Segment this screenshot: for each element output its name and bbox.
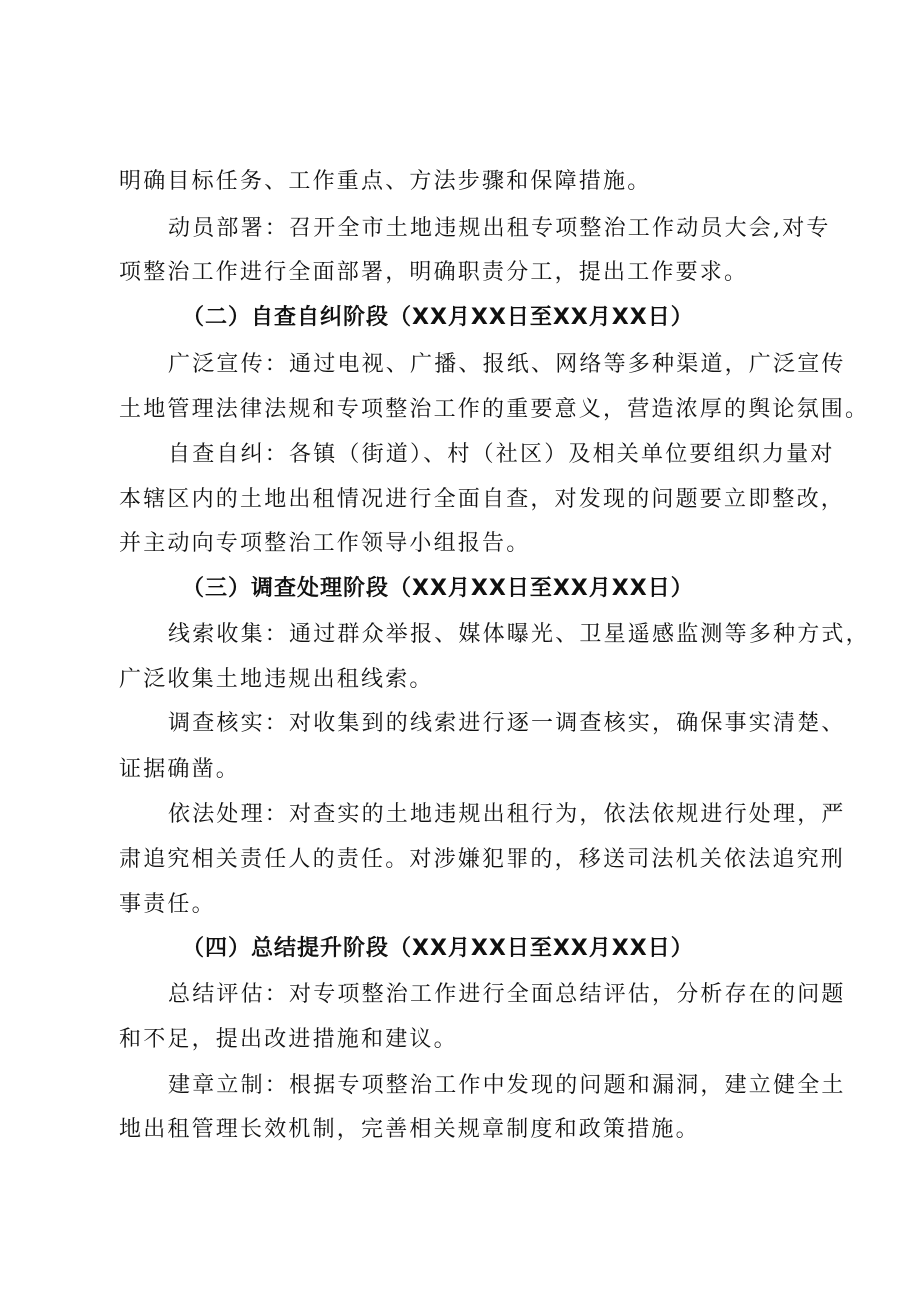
text-line: 广泛收集土地违规出租线索。 xyxy=(119,667,434,692)
text-line: 调查核实：对收集到的线索进行逐一调查核实，确保事实清楚、 xyxy=(168,711,846,736)
text-line: 地出租管理长效机制，完善相关规章制度和政策措施。 xyxy=(119,1117,700,1142)
text-line: 证据确凿。 xyxy=(119,757,241,782)
text-line: 事责任。 xyxy=(119,892,216,917)
text-line: 自查自纠：各镇（街道）、村（社区）及相关单位要组织力量对 xyxy=(168,442,835,467)
section-heading: （二）自查自纠阶段（XX月XX日至XX月XX日） xyxy=(182,305,694,330)
text-line: 动员部署：召开全市土地违规出租专项整治工作动员大会,对专 xyxy=(168,216,831,241)
text-line: 项整治工作进行全面部署，明确职责分工，提出工作要求。 xyxy=(119,260,749,285)
text-line: 明确目标任务、工作重点、方法步骤和保障措施。 xyxy=(119,169,652,194)
text-line: 依法处理：对查实的土地违规出租行为，依法依规进行处理，严 xyxy=(168,802,846,827)
section-heading: （四）总结提升阶段（XX月XX日至XX月XX日） xyxy=(182,936,694,961)
text-line: 总结评估：对专项整治工作进行全面总结评估，分析存在的问题 xyxy=(168,982,846,1007)
text-line: 和不足，提出改进措施和建议。 xyxy=(119,1027,458,1052)
text-line: 并主动向专项整治工作领导小组报告。 xyxy=(119,531,531,556)
text-line: 线索收集：通过群众举报、媒体曝光、卫星遥感监测等多种方式， xyxy=(168,622,870,647)
text-line: 广泛宣传：通过电视、广播、报纸、网络等多种渠道，广泛宣传 xyxy=(168,352,846,377)
section-heading: （三）调查处理阶段（XX月XX日至XX月XX日） xyxy=(182,576,694,601)
text-line: 建章立制：根据专项整治工作中发现的问题和漏洞，建立健全土 xyxy=(168,1073,846,1098)
text-line: 肃追究相关责任人的责任。对涉嫌犯罪的，移送司法机关依法追究刑 xyxy=(119,847,846,872)
text-line: 土地管理法律法规和专项整治工作的重要意义，营造浓厚的舆论氛围。 xyxy=(119,397,870,422)
text-line: 本辖区内的土地出租情况进行全面自查，对发现的问题要立即整改， xyxy=(119,487,846,512)
